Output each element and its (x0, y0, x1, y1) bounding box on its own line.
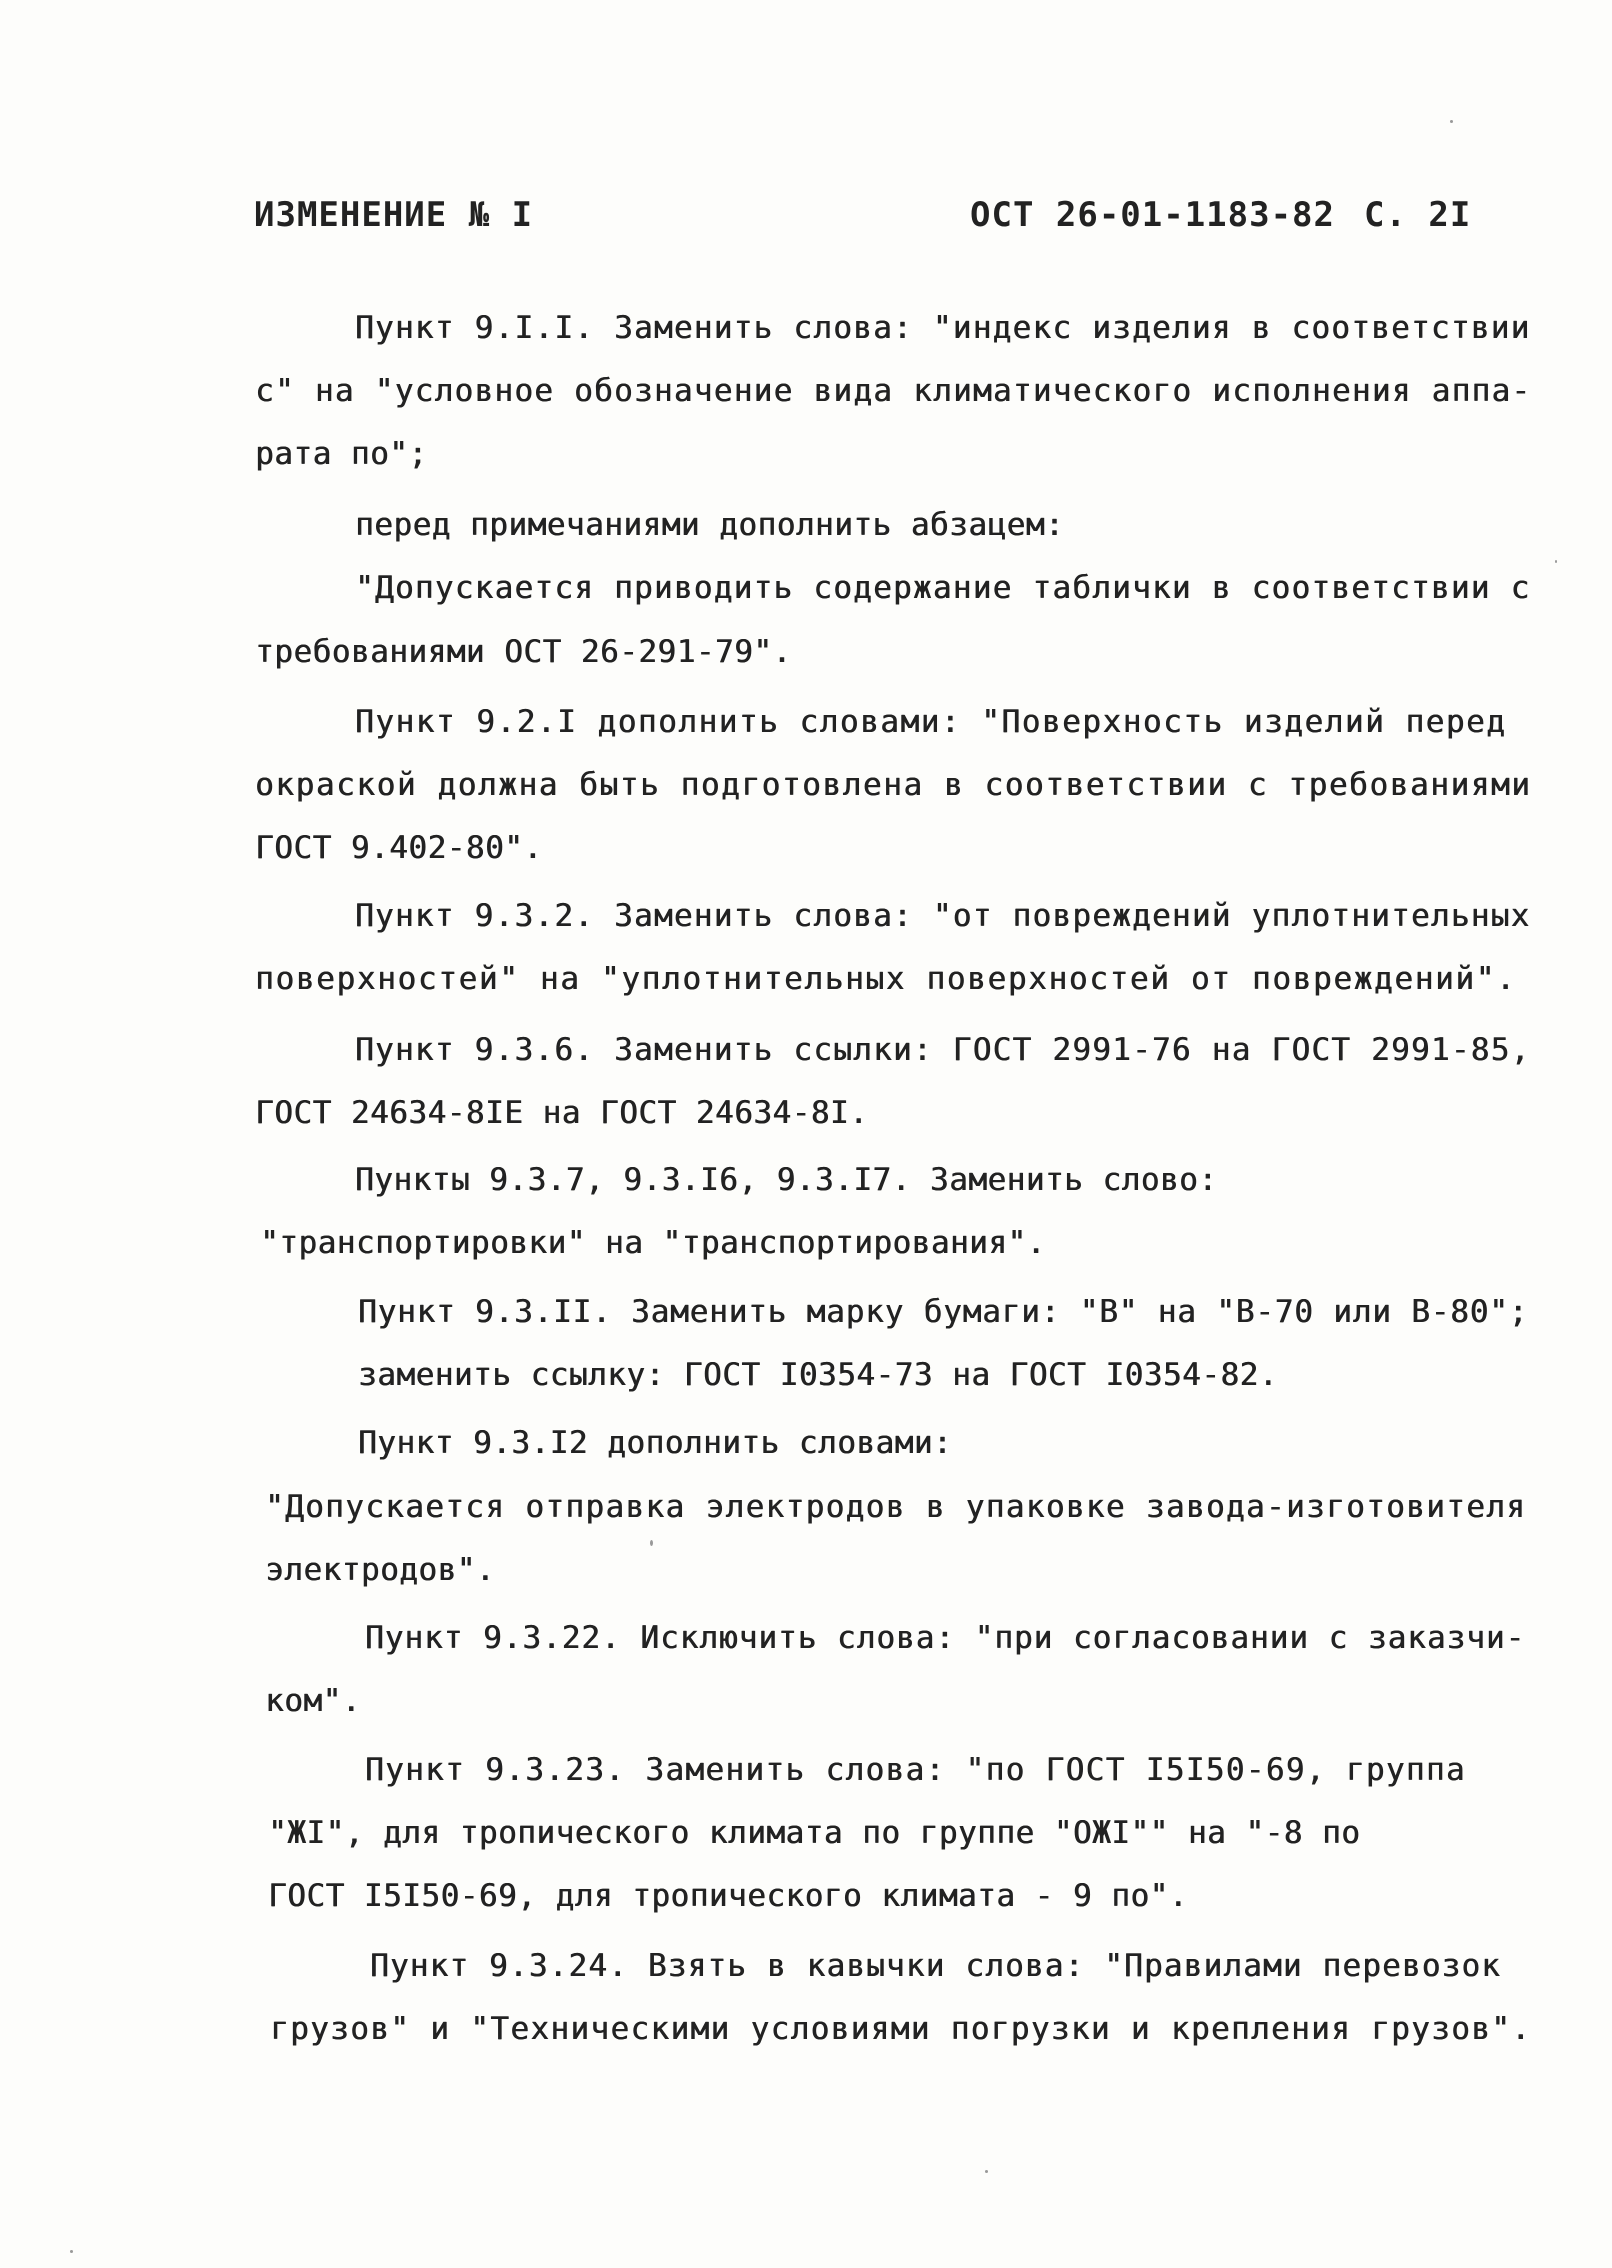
text-line: Пункт 9.3.23. Заменить слова: "по ГОСТ I5I50-69, группа (365, 1752, 1466, 1788)
text-line: ГОСТ 24634-8IЕ на ГОСТ 24634-8I. (255, 1095, 869, 1131)
text-line: Пункты 9.3.7, 9.3.I6, 9.3.I7. Заменить слово: (355, 1162, 1218, 1198)
text-line: грузов" и "Техническими условиями погрузки и крепления грузов". (270, 2011, 1532, 2047)
scan-speck (1450, 120, 1453, 123)
text-line: Пункт 9.3.2. Заменить слова: "от повреждений уплотнительных (355, 898, 1531, 934)
text-line: "Допускается отправка электродов в упаковке завода-изготовителя (265, 1489, 1527, 1525)
text-line: "ЖI", для тропического климата по группе "ОЖI"" на "-8 по (268, 1815, 1361, 1851)
text-line: Пункт 9.3.24. Взять в кавычки слова: "Правилами перевозок (370, 1948, 1502, 1984)
text-line: требованиями ОСТ 26-291-79". (255, 634, 792, 670)
text-line: Пункт 9.2.I дополнить словами: "Поверхность изделий перед (355, 704, 1507, 740)
text-line: с" на "условное обозначение вида климатического исполнения аппа- (255, 373, 1532, 409)
text-line: перед примечаниями дополнить абзацем: (355, 507, 1065, 543)
text-line: электродов". (265, 1552, 495, 1588)
text-line: ГОСТ I5I50-69, для тропического климата - 9 по". (268, 1878, 1188, 1914)
text-line: рата по"; (255, 436, 428, 472)
text-line: ГОСТ 9.402-80". (255, 830, 543, 866)
scan-speck (70, 2250, 73, 2253)
scan-speck (1555, 560, 1557, 563)
text-line: "Допускается приводить содержание таблички в соответствии с (355, 570, 1531, 606)
text-line: окраской должна быть подготовлена в соответствии с требованиями (255, 767, 1532, 803)
scan-speck (985, 2170, 988, 2173)
text-line: заменить ссылку: ГОСТ I0354-73 на ГОСТ I0354-82. (358, 1357, 1278, 1393)
text-line: Пункт 9.I.I. Заменить слова: "индекс изделия в соответствии (355, 310, 1531, 346)
text-line: Пункт 9.3.II. Заменить марку бумаги: "В" на "В-70 или В-80"; (358, 1294, 1529, 1330)
text-line: поверхностей" на "уплотнительных поверхностей от повреждений". (255, 961, 1517, 997)
text-line: ком". (265, 1683, 361, 1719)
amendment-number: ИЗМЕНЕНИЕ № I (254, 195, 534, 235)
text-line: "транспортировки" на "транспортирования". (260, 1225, 1046, 1261)
text-line: Пункт 9.3.22. Исключить слова: "при согласовании с заказчи- (365, 1620, 1526, 1656)
page-number: С. 2I (1364, 195, 1472, 235)
standard-code: ОСТ 26-01-1183-82 (970, 195, 1335, 235)
text-line: Пункт 9.3.6. Заменить ссылки: ГОСТ 2991-76 на ГОСТ 2991-85, (355, 1032, 1531, 1068)
scan-speck (650, 1540, 653, 1546)
text-line: Пункт 9.3.I2 дополнить словами: (358, 1425, 953, 1461)
